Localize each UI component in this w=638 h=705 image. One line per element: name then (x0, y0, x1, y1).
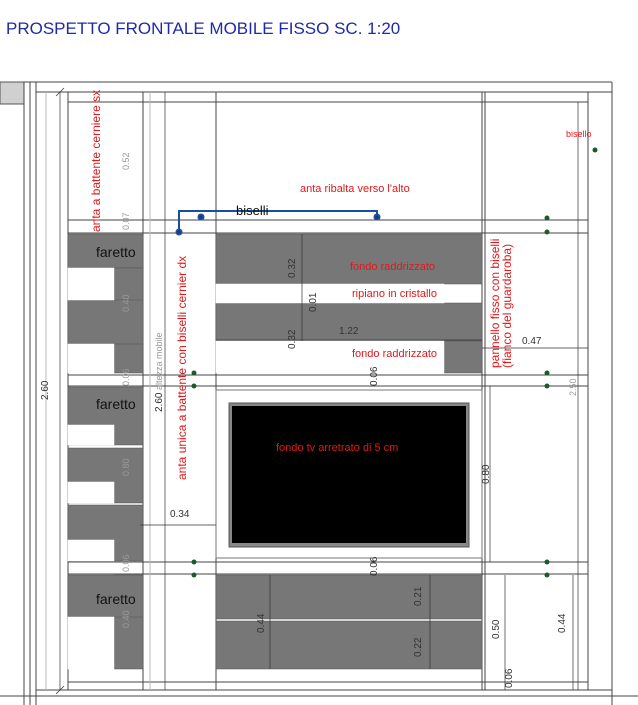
dim-006-bottom: 0.06 (504, 668, 515, 688)
dim-044-a: 0.44 (256, 613, 267, 633)
anta-battente-sx-label: anta a battente cerniere sx (89, 89, 103, 232)
dim-122: 1.22 (339, 326, 359, 337)
dim-left-height: 2.60 (154, 392, 165, 412)
dim-050: 0.50 (491, 619, 502, 639)
bisello-label: bisello (566, 129, 592, 139)
drawing-title: PROSPETTO FRONTALE MOBILE FISSO SC. 1:20 (6, 19, 401, 38)
dim-top-height: 0.52 (121, 152, 131, 170)
dim-040-left-b: 0.40 (121, 610, 131, 628)
dim-007: 0.07 (121, 212, 131, 230)
altezza-mobile-label: altezza mobile (154, 332, 164, 390)
dim-006-mid-b: 0.06 (369, 556, 380, 576)
dim-006-left-a: 0.06 (121, 368, 131, 386)
dim-032-a: 0.32 (287, 258, 298, 278)
faretto-label-1: faretto (96, 244, 136, 260)
dim-total-height: 2.60 (40, 380, 51, 400)
dim-040-left: 0.40 (121, 294, 131, 312)
pannello-fisso-label-2: (fianco del guardaroba) (500, 243, 514, 368)
pannello-fisso-label-1: pannello fisso con biselli (488, 238, 502, 368)
dim-021: 0.21 (413, 586, 424, 606)
dim-006-mid-a: 0.06 (369, 366, 380, 386)
fondo-tv-label: fondo tv arretrato di 5 cm (276, 442, 399, 454)
dim-022: 0.22 (413, 637, 424, 657)
anta-ribalta-label: anta ribalta verso l'alto (300, 183, 410, 195)
dim-080-left: 0.80 (121, 458, 131, 476)
faretto-label-3: faretto (96, 591, 136, 607)
tv (216, 390, 482, 558)
fondo-raddrizzato-label-1: fondo raddrizzato (350, 261, 435, 273)
anta-unica-dx-label: anta unica a battente con biselli cernier dx (175, 255, 189, 480)
ripiano-cristallo-label: ripiano in cristallo (352, 288, 437, 300)
dim-080: 0.80 (481, 464, 492, 484)
biselli-label: biselli (236, 203, 269, 218)
faretto-label-2: faretto (96, 396, 136, 412)
biselli-marker (177, 211, 380, 235)
dim-right-height: 2.50 (568, 378, 578, 396)
dim-001: 0.01 (308, 292, 319, 312)
dim-047: 0.47 (522, 336, 542, 347)
dim-006-left-b: 0.06 (121, 554, 131, 572)
fondo-raddrizzato-label-2: fondo raddrizzato (352, 348, 437, 360)
dim-032-b: 0.32 (287, 329, 298, 349)
dim-044-b: 0.44 (557, 613, 568, 633)
dim-034: 0.34 (170, 509, 190, 520)
